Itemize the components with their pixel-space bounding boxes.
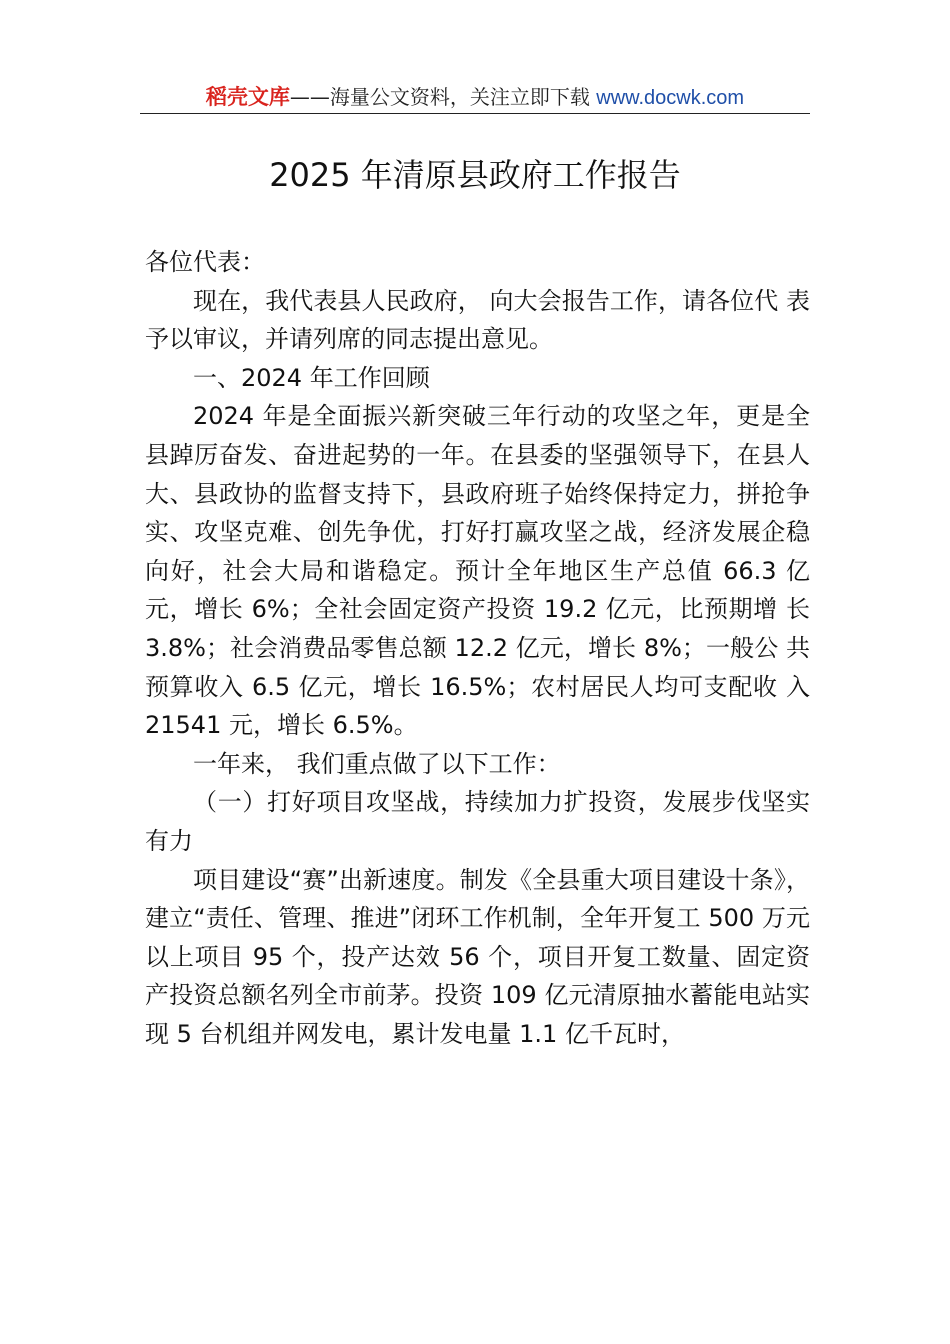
brand-logo-text: 稻壳文库 bbox=[205, 85, 290, 109]
header-tagline: ——海量公文资料，关注立即下载 bbox=[289, 85, 590, 109]
document-title: 2025 年清原县政府工作报告 bbox=[269, 156, 681, 194]
salutation: 各位代表： bbox=[145, 248, 265, 276]
section-heading: 一、2024 年工作回顾 bbox=[193, 363, 430, 392]
paragraph-summary: 2024 年是全面振兴新突破三年行动的攻坚之年，更是全县踔厉奋发、奋进起势的一年。在县委的坚强领导下，在县人大、县政协的监督支持下，县政府班子始终保持定力，拼抢争实、攻坚克难、创先争优，打好打赢攻坚之战，经济发展企稳向好，社会大局和谐稳定。预计全年地区生产总值 66.3 亿元，增长 6%；全社会固定资产投资 19.2 亿元，比预期增 长 3.8%；社会消费品零售总额 12.2 亿元，增长 8%；一般公 共预算收入 6.5 亿元，增长 16.5%；农村居民人均可支配收 入 21541 元，增长 6.5%。 bbox=[145, 402, 810, 740]
paragraph-intro: 现在，我代表县人民政府， 向大会报告工作，请各位代 表予以审议，并请列席的同志提出意见。 bbox=[145, 286, 810, 354]
page-header bbox=[140, 82, 810, 114]
paragraph-lead-in: 一年来， 我们重点做了以下工作： bbox=[193, 749, 561, 778]
subsection-heading: （一）打好项目攻坚战，持续加力扩投资，发展步伐坚实有力 bbox=[145, 788, 810, 855]
header-site-link[interactable]: www.docwk.com bbox=[596, 87, 745, 109]
document-body bbox=[145, 243, 810, 1053]
header-divider bbox=[140, 113, 810, 114]
paragraph-projects: 项目建设“赛”出新速度。制发《全县重大项目建设十条》，建立“责任、管理、推进”闭环工作机制，全年开复工 500 万元以上项目 95 个，投产达效 56 个，项目开复工数量、固定资产投资总额名列全市前茅。投资 109 亿元清原抽水蓄能电站实现 5 台机组并网发电，累计发电量 1.1 亿千瓦时， bbox=[145, 865, 810, 1048]
